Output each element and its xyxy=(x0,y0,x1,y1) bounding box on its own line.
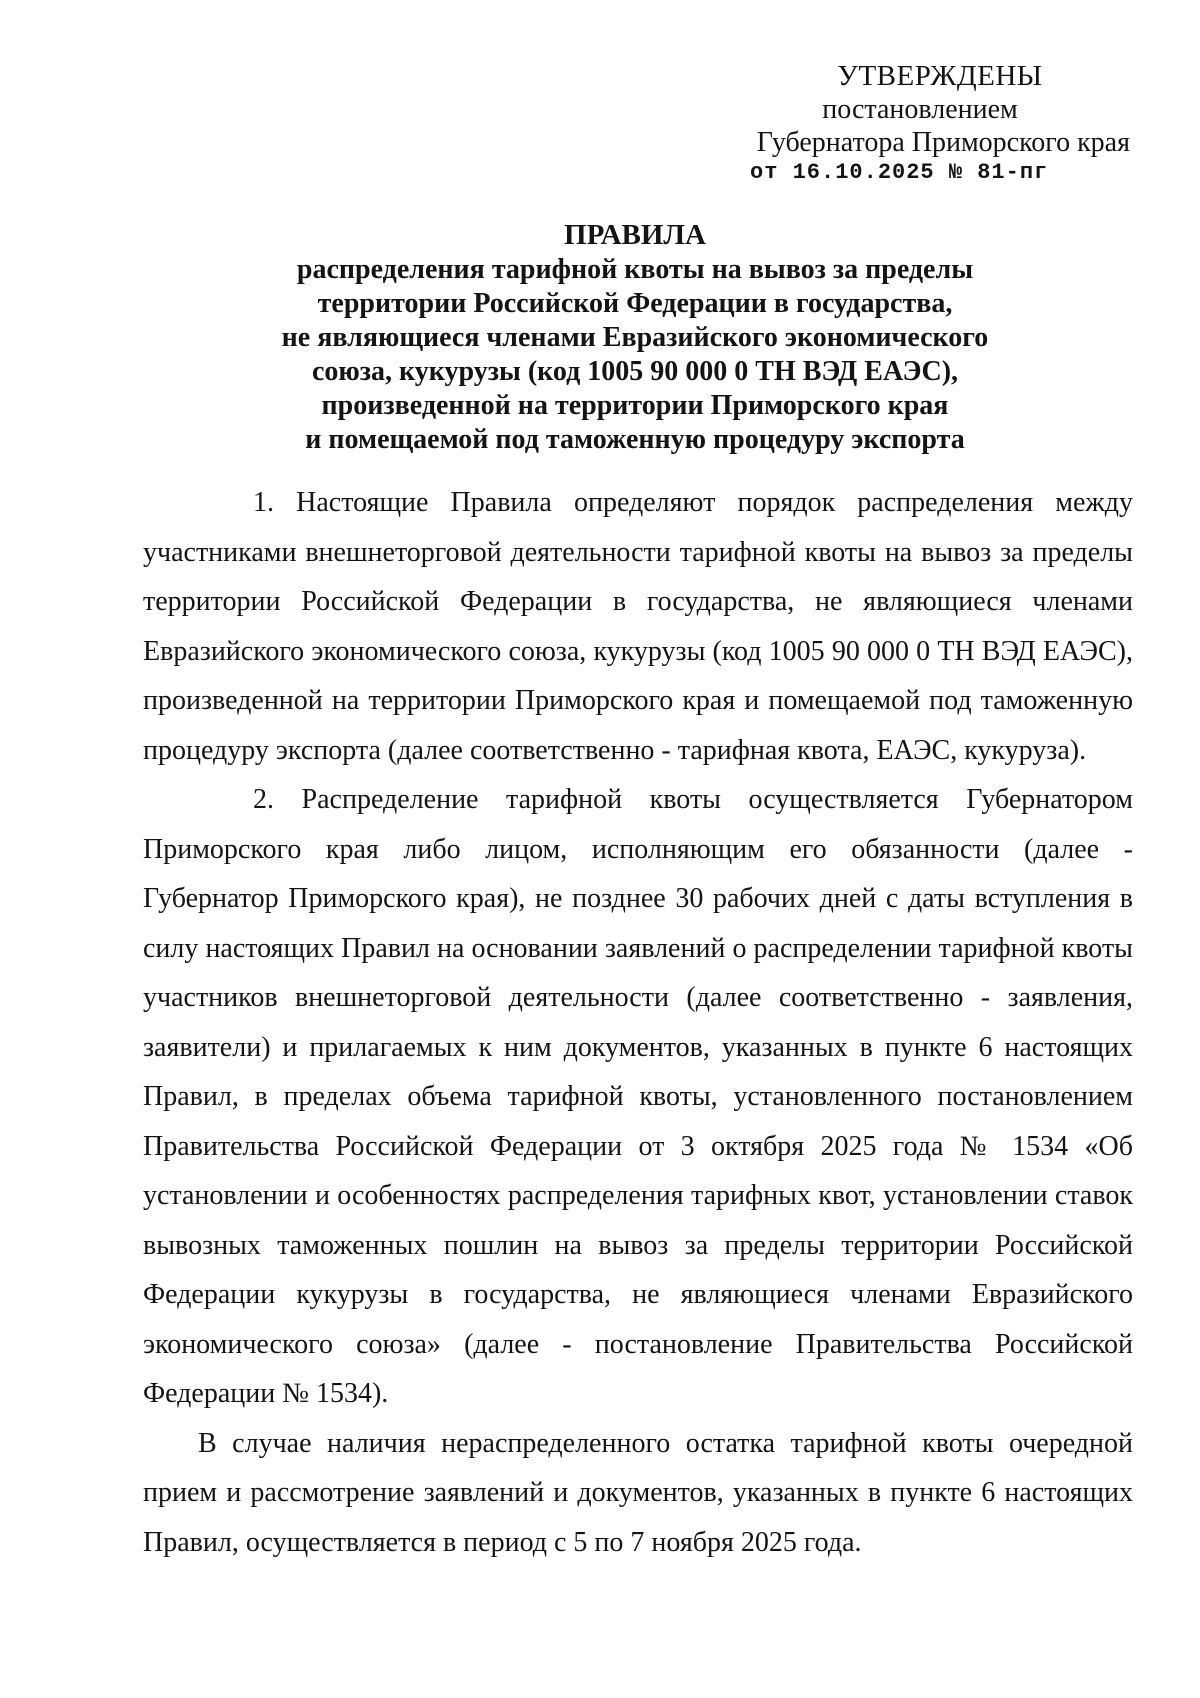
approval-title: УТВЕРЖДЕНЫ xyxy=(837,60,1043,92)
approval-stamp: от 16.10.2025 № 81-пг xyxy=(750,160,1049,185)
document-body xyxy=(143,478,1133,1567)
paragraph-1 xyxy=(143,478,1133,775)
paragraph-2 xyxy=(143,775,1133,1419)
paragraph-text: В случае наличия нераспределенного остатка тарифной квоты очередной прием и рассмотрение заявлений и документов, указанных в пункте 6 настоящих Правил, осуществляется в период с 5 по 7 ноября 2025 года. xyxy=(143,1427,1133,1558)
heading-line: союза, кукурузы (код 1005 90 000 0 ТН ВЭД ЕАЭС), xyxy=(311,356,959,387)
approval-line-1: постановлением xyxy=(822,94,1018,125)
heading-line: распределения тарифной квоты на вывоз за пределы xyxy=(296,254,974,285)
heading-line: и помещаемой под таможенную процедуру экспорта xyxy=(305,424,965,455)
heading-line: произведенной на территории Приморского края xyxy=(321,390,949,421)
paragraph-3 xyxy=(143,1419,1133,1568)
approval-block xyxy=(670,60,1130,187)
heading-line: территории Российской Федерации в государства, xyxy=(317,288,953,319)
paragraph-text: Распределение тарифной квоты осуществляется Губернатором Приморского края либо лицом, исполняющим его обязанности (далее - Губернатор Приморского края), не позднее 30 рабочих дней с даты вступления в силу настоящих Правил на основании заявлений о распределении тарифной квоты участников внешнеторговой деятельности (далее соответственно - заявления, заявители) и прилагаемых к ним документов, указанных в пункте 6 настоящих Правил, в пределах объема тарифной квоты, установленного постановлением Правительства Российской Федерации от 3 октября 2025 года № 1534 «Об установлении и особенностях распределения тарифных квот, установлении ставок вывозных таможенных пошлин на вывоз за пределы территории Российской Федерации кукурузы в государства, не являющиеся членами Евразийского экономического союза» (далее - постановление Правительства Российской Федерации № 1534). xyxy=(143,784,1133,1409)
heading-title: ПРАВИЛА xyxy=(564,219,706,251)
paragraph-number: 2. xyxy=(253,784,274,815)
heading-line: не являющиеся членами Евразийского экономического xyxy=(281,322,989,353)
approval-line-2: Губернатора Приморского края xyxy=(756,127,1130,158)
paragraph-number: 1. xyxy=(253,487,274,518)
paragraph-text: Настоящие Правила определяют порядок распределения между участниками внешнеторговой деятельности тарифной квоты на вывоз за пределы территории Российской Федерации в государства, не являющиеся членами Евразийского экономического союза, кукурузы (код 1005 90 000 0 ТН ВЭД ЕАЭС), произведенной на территории Приморского края и помещаемой под таможенную процедуру экспорта (далее соответственно - тарифная квота, ЕАЭС, кукуруза). xyxy=(143,487,1134,766)
document-heading xyxy=(140,218,1130,457)
